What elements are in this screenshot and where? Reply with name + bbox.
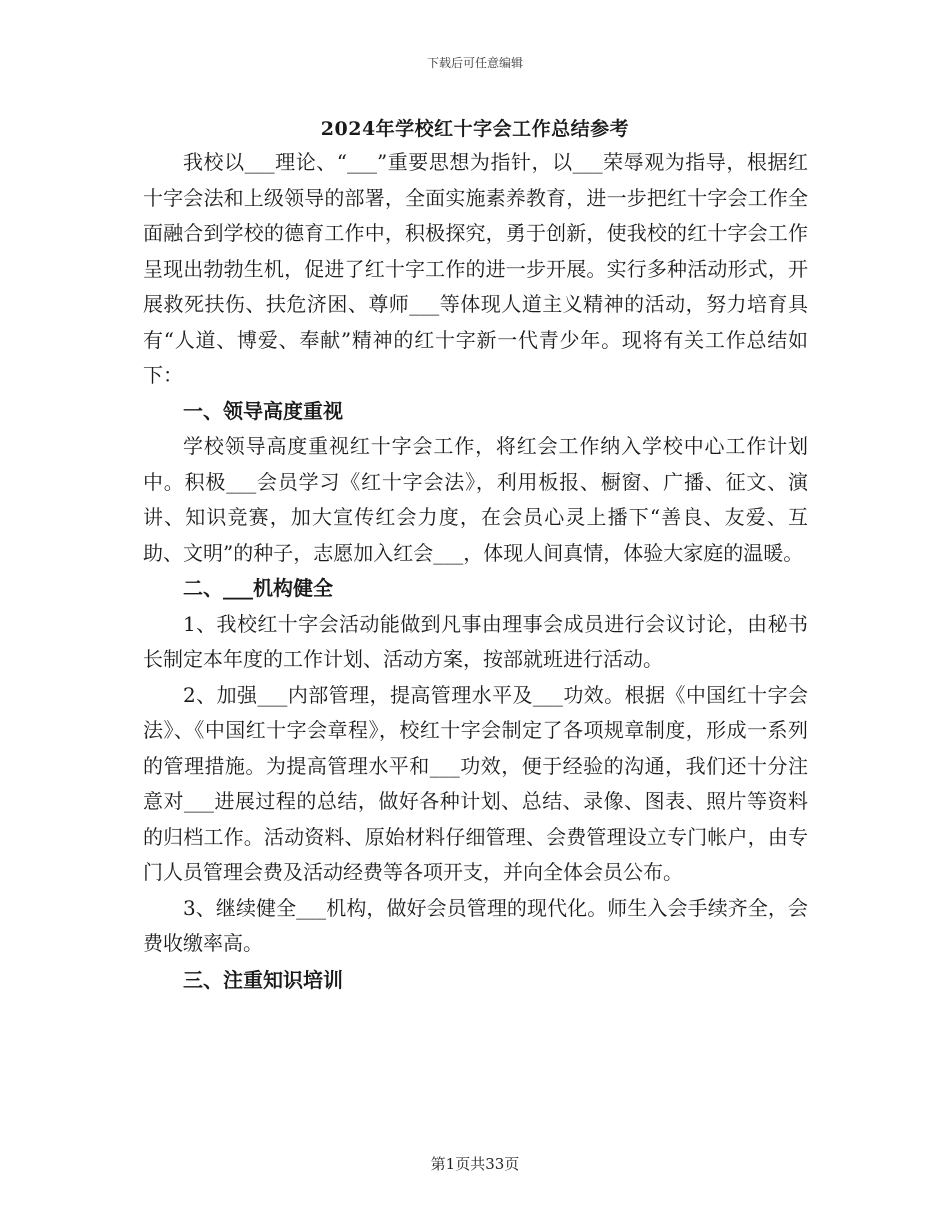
- header-note: 下载后可任意编辑: [426, 56, 523, 70]
- section-heading: 三、注重知识培训: [183, 967, 343, 992]
- document-body: [143, 145, 808, 998]
- body-paragraph: 学校领导高度重视红十字会工作，将红会工作纳入学校中心工作计划中。积极___会员学习《红十字会法》，利用板报、橱窗、广播、征文、演讲、知识竞赛，加大宣传红会力度，在会员心灵上播下“善良、友爱、互助、文明”的种子，志愿加入红会___，体现人间真情，体验大家庭的温暖。: [143, 434, 808, 565]
- intro-paragraph: 我校以___理论、“___”重要思想为指针，以___荣辱观为指导，根据红十字会法和上级领导的部署，全面实施素养教育，进一步把红十字会工作全面融合到学校的德育工作中，积极探究，勇于创新，使我校的红十字会工作呈现出勃勃生机，促进了红十字工作的进一步开展。实行多种活动形式，开展救死扶伤、扶危济困、尊师___等体现人道主义精神的活动，努力培育具有“人道、博爱、奉献”精神的红十字新一代青少年。现将有关工作总结如下：: [143, 150, 808, 387]
- body-paragraph: 1、我校红十字会活动能做到凡事由理事会成员进行会议讨论，由秘书长制定本年度的工作计划、活动方案，按部就班进行活动。: [143, 611, 808, 671]
- body-paragraph: 2、加强___内部管理，提高管理水平及___功效。根据《中国红十字会法》、《中国红十字会章程》，校红十字会制定了各项规章制度，形成一系列的管理措施。为提高管理水平和___功效，便于经验的沟通，我们还十分注意对___进展过程的总结，做好各种计划、总结、录像、图表、照片等资料的归档工作。活动资料、原始材料仔细管理、会费管理设立专门帐户，由专门人员管理会费及活动经费等各项开支，并向全体会员公布。: [143, 682, 808, 884]
- document-title: 2024年学校红十字会工作总结参考: [320, 118, 630, 140]
- page-footer: 第1页共33页: [430, 1155, 520, 1173]
- body-paragraph: 3、继续健全___机构，做好会员管理的现代化。师生入会手续齐全，会费收缴率高。: [143, 895, 808, 955]
- section-heading: 一、领导高度重视: [183, 398, 343, 423]
- section-heading: 二、___机构健全: [183, 576, 333, 600]
